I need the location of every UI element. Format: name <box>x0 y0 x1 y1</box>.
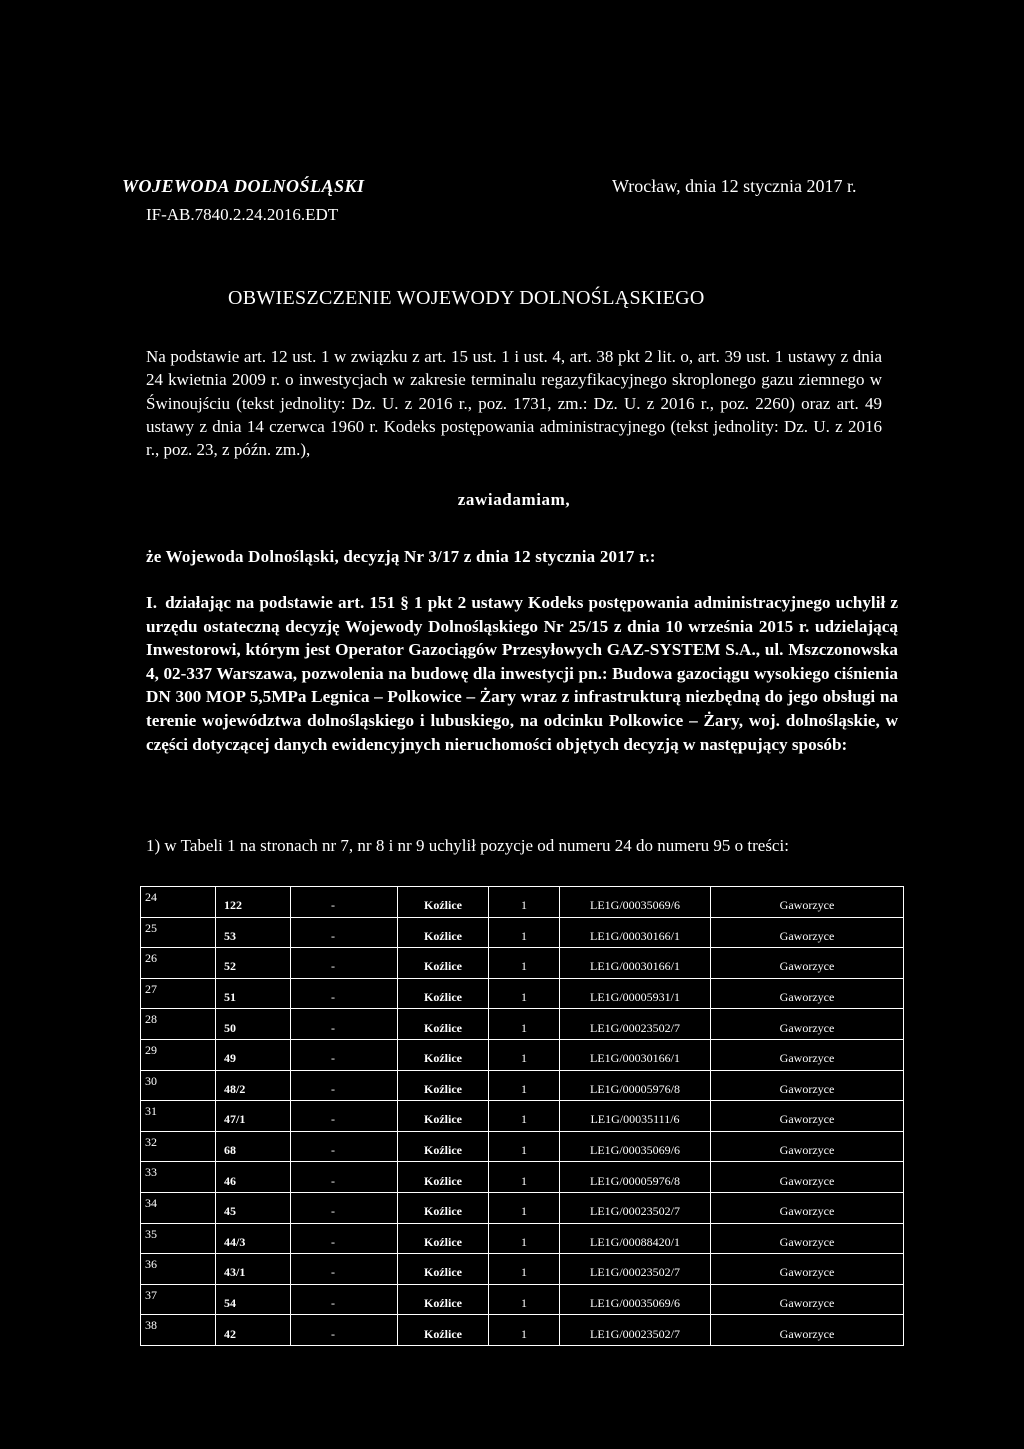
row-number: 37 <box>145 1287 157 1302</box>
table-cell-land-register-number <box>560 1070 711 1101</box>
place-name: Koźlice <box>424 1326 462 1341</box>
table-cell-precinct-name <box>711 887 904 918</box>
share-number: 1 <box>521 959 527 974</box>
land-register-number: LE1G/00023502/7 <box>590 1265 680 1280</box>
dash-cell: - <box>331 1081 335 1096</box>
table-cell-land-register-number <box>560 1131 711 1162</box>
revoked-positions-table <box>140 886 904 1346</box>
table-cell-plot-number <box>216 1284 291 1315</box>
item-one: 1) w Tabeli 1 na stronach nr 7, nr 8 i nr 9 uchylił pozycje od numeru 24 do numeru 95 o treści: <box>146 836 789 855</box>
table-cell-land-register-number <box>560 887 711 918</box>
table-row <box>141 1131 904 1162</box>
table-cell-precinct-name <box>711 917 904 948</box>
table-row <box>141 1101 904 1132</box>
table-cell-precinct-name <box>711 1162 904 1193</box>
table-cell-precinct-name <box>711 1284 904 1315</box>
plot-number: 53 <box>224 928 236 943</box>
table-cell-share-number <box>489 1009 560 1040</box>
table-cell-share-number <box>489 1192 560 1223</box>
table-cell-plot-number <box>216 1131 291 1162</box>
table-cell-plot-number <box>216 1162 291 1193</box>
precinct-name: Gaworzyce <box>779 959 835 974</box>
dash-cell: - <box>331 898 335 913</box>
table-cell-precinct-name <box>711 1039 904 1070</box>
share-number: 1 <box>521 1051 527 1066</box>
dash-cell: - <box>331 1326 335 1341</box>
dash-cell: - <box>331 1020 335 1035</box>
precinct-name: Gaworzyce <box>779 1173 835 1188</box>
land-register-number: LE1G/00035069/6 <box>590 898 680 913</box>
legal-basis-paragraph: Na podstawie art. 12 ust. 1 w związku z art. 15 ust. 1 i ust. 4, art. 38 pkt 2 lit. o, art. 39 ust. 1 ustawy z dnia 24 kwietnia 2009 r. o inwestycjach w zakresie terminalu regazyfikacyjnego skroplonego gazu ziemnego w Świnoujściu (tekst jednolity: Dz. U. z 2016 r., poz. 1731, zm.: Dz. U. z 2016 r., poz. 2260) oraz art. 49 ustawy z dnia 14 czerwca 1960 r. Kodeks postępowania administracyjnego (tekst jednolity: Dz. U. z 2016 r., poz. 23, z późn. zm.), <box>146 347 882 460</box>
place-name: Koźlice <box>424 959 462 974</box>
table-cell-dash-cell <box>291 948 398 979</box>
table-cell-row-number <box>141 1315 216 1346</box>
place-name: Koźlice <box>424 1112 462 1127</box>
table-cell-row-number <box>141 1223 216 1254</box>
table-cell-precinct-name <box>711 1131 904 1162</box>
plot-number: 46 <box>224 1173 236 1188</box>
plot-number: 45 <box>224 1204 236 1219</box>
share-number: 1 <box>521 1265 527 1280</box>
decision-intro: że Wojewoda Dolnośląski, decyzją Nr 3/17 z dnia 12 stycznia 2017 r.: <box>146 547 656 566</box>
place-name: Koźlice <box>424 1265 462 1280</box>
table-row <box>141 1254 904 1285</box>
table-cell-share-number <box>489 948 560 979</box>
row-number: 28 <box>145 1012 157 1027</box>
table-cell-plot-number <box>216 978 291 1009</box>
table-cell-dash-cell <box>291 978 398 1009</box>
table-cell-row-number <box>141 887 216 918</box>
table-row <box>141 917 904 948</box>
table-row <box>141 1009 904 1040</box>
place-name: Koźlice <box>424 898 462 913</box>
point-one <box>146 591 898 756</box>
table-cell-precinct-name <box>711 1254 904 1285</box>
table-cell-dash-cell <box>291 1284 398 1315</box>
dash-cell: - <box>331 959 335 974</box>
table-cell-row-number <box>141 1254 216 1285</box>
table-cell-dash-cell <box>291 1254 398 1285</box>
table-cell-share-number <box>489 1162 560 1193</box>
row-number: 34 <box>145 1195 157 1210</box>
land-register-number: LE1G/00005931/1 <box>590 990 680 1005</box>
share-number: 1 <box>521 928 527 943</box>
row-number: 32 <box>145 1134 157 1149</box>
place-name: Koźlice <box>424 1081 462 1096</box>
dash-cell: - <box>331 1204 335 1219</box>
share-number: 1 <box>521 1234 527 1249</box>
precinct-name: Gaworzyce <box>779 1234 835 1249</box>
table-cell-plot-number <box>216 1101 291 1132</box>
table-cell-land-register-number <box>560 1162 711 1193</box>
table-cell-dash-cell <box>291 1315 398 1346</box>
table-cell-dash-cell <box>291 1131 398 1162</box>
table-cell-precinct-name <box>711 948 904 979</box>
dash-cell: - <box>331 1265 335 1280</box>
table-cell-precinct-name <box>711 978 904 1009</box>
table-cell-plot-number <box>216 917 291 948</box>
share-number: 1 <box>521 1296 527 1311</box>
table-cell-land-register-number <box>560 1039 711 1070</box>
plot-number: 43/1 <box>224 1265 246 1280</box>
table-cell-dash-cell <box>291 1070 398 1101</box>
table-cell-place-name <box>398 1131 489 1162</box>
issuing-authority: WOJEWODA DOLNOŚLĄSKI <box>122 176 365 196</box>
dash-cell: - <box>331 1296 335 1311</box>
place-and-date: Wrocław, dnia 12 stycznia 2017 r. <box>612 176 857 196</box>
row-number: 29 <box>145 1042 157 1057</box>
dash-cell: - <box>331 1143 335 1158</box>
table-cell-row-number <box>141 1070 216 1101</box>
table-cell-precinct-name <box>711 1101 904 1132</box>
table-cell-precinct-name <box>711 1009 904 1040</box>
dash-cell: - <box>331 1051 335 1066</box>
plot-number: 47/1 <box>224 1112 246 1127</box>
table-cell-dash-cell <box>291 1162 398 1193</box>
reference-number: IF-AB.7840.2.24.2016.EDT <box>146 205 339 224</box>
row-number: 26 <box>145 951 157 966</box>
table-cell-share-number <box>489 1254 560 1285</box>
table-cell-plot-number <box>216 887 291 918</box>
dash-cell: - <box>331 990 335 1005</box>
precinct-name: Gaworzyce <box>779 990 835 1005</box>
precinct-name: Gaworzyce <box>779 928 835 943</box>
row-number: 33 <box>145 1165 157 1180</box>
share-number: 1 <box>521 1326 527 1341</box>
table-cell-plot-number <box>216 1223 291 1254</box>
table-cell-share-number <box>489 887 560 918</box>
table-cell-plot-number <box>216 1070 291 1101</box>
table-cell-dash-cell <box>291 1101 398 1132</box>
precinct-name: Gaworzyce <box>779 1081 835 1096</box>
table-cell-dash-cell <box>291 1039 398 1070</box>
table-cell-dash-cell <box>291 887 398 918</box>
table-cell-place-name <box>398 948 489 979</box>
place-name: Koźlice <box>424 1020 462 1035</box>
table-cell-land-register-number <box>560 1009 711 1040</box>
table-cell-land-register-number <box>560 1284 711 1315</box>
land-register-number: LE1G/00023502/7 <box>590 1204 680 1219</box>
table-cell-place-name <box>398 1009 489 1040</box>
row-number: 24 <box>145 890 157 904</box>
table-cell-place-name <box>398 1162 489 1193</box>
table-cell-share-number <box>489 1315 560 1346</box>
row-number: 25 <box>145 920 157 935</box>
table-cell-place-name <box>398 1254 489 1285</box>
table-cell-share-number <box>489 1131 560 1162</box>
table-cell-plot-number <box>216 1192 291 1223</box>
table-row <box>141 1192 904 1223</box>
table-cell-row-number <box>141 1192 216 1223</box>
dash-cell: - <box>331 1173 335 1188</box>
land-register-number: LE1G/00088420/1 <box>590 1234 680 1249</box>
table-cell-place-name <box>398 1315 489 1346</box>
table-cell-row-number <box>141 1284 216 1315</box>
plot-number: 51 <box>224 990 236 1005</box>
point-number: I. <box>146 593 157 612</box>
precinct-name: Gaworzyce <box>779 1051 835 1066</box>
table-cell-land-register-number <box>560 917 711 948</box>
place-name: Koźlice <box>424 1296 462 1311</box>
land-register-number: LE1G/00023502/7 <box>590 1020 680 1035</box>
table-cell-share-number <box>489 1101 560 1132</box>
table-cell-land-register-number <box>560 1254 711 1285</box>
plot-number: 52 <box>224 959 236 974</box>
table-cell-land-register-number <box>560 1223 711 1254</box>
precinct-name: Gaworzyce <box>779 1020 835 1035</box>
table-cell-land-register-number <box>560 1315 711 1346</box>
table-cell-dash-cell <box>291 1223 398 1254</box>
precinct-name: Gaworzyce <box>779 1265 835 1280</box>
notification-heading: zawiadamiam, <box>457 490 571 509</box>
row-number: 31 <box>145 1104 157 1119</box>
row-number: 36 <box>145 1257 157 1272</box>
table-cell-share-number <box>489 1039 560 1070</box>
land-register-number: LE1G/00030166/1 <box>590 928 680 943</box>
table-cell-precinct-name <box>711 1070 904 1101</box>
table-cell-share-number <box>489 917 560 948</box>
document-title: OBWIESZCZENIE WOJEWODY DOLNOŚLĄSKIEGO <box>228 287 705 309</box>
place-name: Koźlice <box>424 1143 462 1158</box>
table-cell-land-register-number <box>560 948 711 979</box>
land-register-number: LE1G/00023502/7 <box>590 1326 680 1341</box>
share-number: 1 <box>521 1143 527 1158</box>
table-cell-row-number <box>141 917 216 948</box>
table-cell-plot-number <box>216 1009 291 1040</box>
dash-cell: - <box>331 1112 335 1127</box>
table-row <box>141 1070 904 1101</box>
table-cell-share-number <box>489 1223 560 1254</box>
plot-number: 54 <box>224 1296 236 1311</box>
table-cell-place-name <box>398 1070 489 1101</box>
table-row <box>141 1315 904 1346</box>
plot-number: 122 <box>224 898 242 913</box>
land-register-number: LE1G/00035069/6 <box>590 1143 680 1158</box>
table-cell-place-name <box>398 917 489 948</box>
row-number: 38 <box>145 1318 157 1333</box>
land-register-number: LE1G/00005976/8 <box>590 1173 680 1188</box>
table-cell-plot-number <box>216 1315 291 1346</box>
dash-cell: - <box>331 928 335 943</box>
share-number: 1 <box>521 1173 527 1188</box>
table-row <box>141 1284 904 1315</box>
share-number: 1 <box>521 1081 527 1096</box>
place-name: Koźlice <box>424 1173 462 1188</box>
precinct-name: Gaworzyce <box>779 1112 835 1127</box>
plot-number: 50 <box>224 1020 236 1035</box>
land-register-number: LE1G/00035111/6 <box>590 1112 680 1127</box>
table-cell-plot-number <box>216 1254 291 1285</box>
land-register-number: LE1G/00005976/8 <box>590 1081 680 1096</box>
table-row <box>141 887 904 918</box>
table-row <box>141 1223 904 1254</box>
precinct-name: Gaworzyce <box>779 1296 835 1311</box>
table-cell-row-number <box>141 1131 216 1162</box>
table-cell-plot-number <box>216 1039 291 1070</box>
table-row <box>141 948 904 979</box>
table-cell-place-name <box>398 1039 489 1070</box>
table-cell-place-name <box>398 1101 489 1132</box>
precinct-name: Gaworzyce <box>779 1326 835 1341</box>
table-cell-land-register-number <box>560 1101 711 1132</box>
place-name: Koźlice <box>424 1204 462 1219</box>
row-number: 35 <box>145 1226 157 1241</box>
table-cell-dash-cell <box>291 917 398 948</box>
dash-cell: - <box>331 1234 335 1249</box>
place-name: Koźlice <box>424 1234 462 1249</box>
table-cell-share-number <box>489 1070 560 1101</box>
table-cell-plot-number <box>216 948 291 979</box>
precinct-name: Gaworzyce <box>779 898 835 913</box>
table-cell-precinct-name <box>711 1315 904 1346</box>
place-name: Koźlice <box>424 928 462 943</box>
place-name: Koźlice <box>424 1051 462 1066</box>
table-cell-place-name <box>398 1192 489 1223</box>
share-number: 1 <box>521 898 527 913</box>
table-row <box>141 978 904 1009</box>
table-cell-dash-cell <box>291 1009 398 1040</box>
table-row <box>141 1039 904 1070</box>
row-number: 30 <box>145 1073 157 1088</box>
table-cell-row-number <box>141 1162 216 1193</box>
share-number: 1 <box>521 990 527 1005</box>
table-cell-row-number <box>141 1039 216 1070</box>
share-number: 1 <box>521 1112 527 1127</box>
table-cell-row-number <box>141 978 216 1009</box>
table-cell-row-number <box>141 1101 216 1132</box>
share-number: 1 <box>521 1204 527 1219</box>
table-cell-dash-cell <box>291 1192 398 1223</box>
plot-number: 49 <box>224 1051 236 1066</box>
table-row <box>141 1162 904 1193</box>
table-cell-place-name <box>398 1223 489 1254</box>
precinct-name: Gaworzyce <box>779 1143 835 1158</box>
table-cell-place-name <box>398 1284 489 1315</box>
table-cell-land-register-number <box>560 1192 711 1223</box>
table-cell-precinct-name <box>711 1223 904 1254</box>
land-register-number: LE1G/00035069/6 <box>590 1296 680 1311</box>
row-number: 27 <box>145 981 157 996</box>
point-text: działając na podstawie art. 151 § 1 pkt 2 ustawy Kodeks postępowania administracyjnego uchylił z urzędu ostateczną decyzję Wojewody Dolnośląskiego Nr 25/15 z dnia 10 września 2015 r. udzielającą Inwestorowi, którym jest Operator Gazociągów Przesyłowych GAZ-SYSTEM S.A., ul. Mszczonowska 4, 02-337 Warszawa, pozwolenia na budowę dla inwestycji pn.: Budowa gazociągu wysokiego ciśnienia DN 300 MOP 5,5MPa Legnica – Polkowice – Żary wraz z infrastrukturą niezbędną do jego obsługi na terenie województwa dolnośląskiego i lubuskiego, na odcinku Polkowice – Żary, woj. dolnośląskie, w części dotyczącej danych ewidencyjnych nieruchomości objętych decyzją w następujący sposób: <box>146 593 898 754</box>
plot-number: 42 <box>224 1326 236 1341</box>
table-cell-share-number <box>489 1284 560 1315</box>
table-cell-place-name <box>398 887 489 918</box>
table-cell-share-number <box>489 978 560 1009</box>
table-cell-row-number <box>141 948 216 979</box>
table-cell-land-register-number <box>560 978 711 1009</box>
land-register-number: LE1G/00030166/1 <box>590 1051 680 1066</box>
plot-number: 68 <box>224 1143 236 1158</box>
table-cell-precinct-name <box>711 1192 904 1223</box>
land-register-number: LE1G/00030166/1 <box>590 959 680 974</box>
table-cell-row-number <box>141 1009 216 1040</box>
place-name: Koźlice <box>424 990 462 1005</box>
precinct-name: Gaworzyce <box>779 1204 835 1219</box>
share-number: 1 <box>521 1020 527 1035</box>
table-cell-place-name <box>398 978 489 1009</box>
plot-number: 44/3 <box>224 1234 246 1249</box>
plot-number: 48/2 <box>224 1081 246 1096</box>
